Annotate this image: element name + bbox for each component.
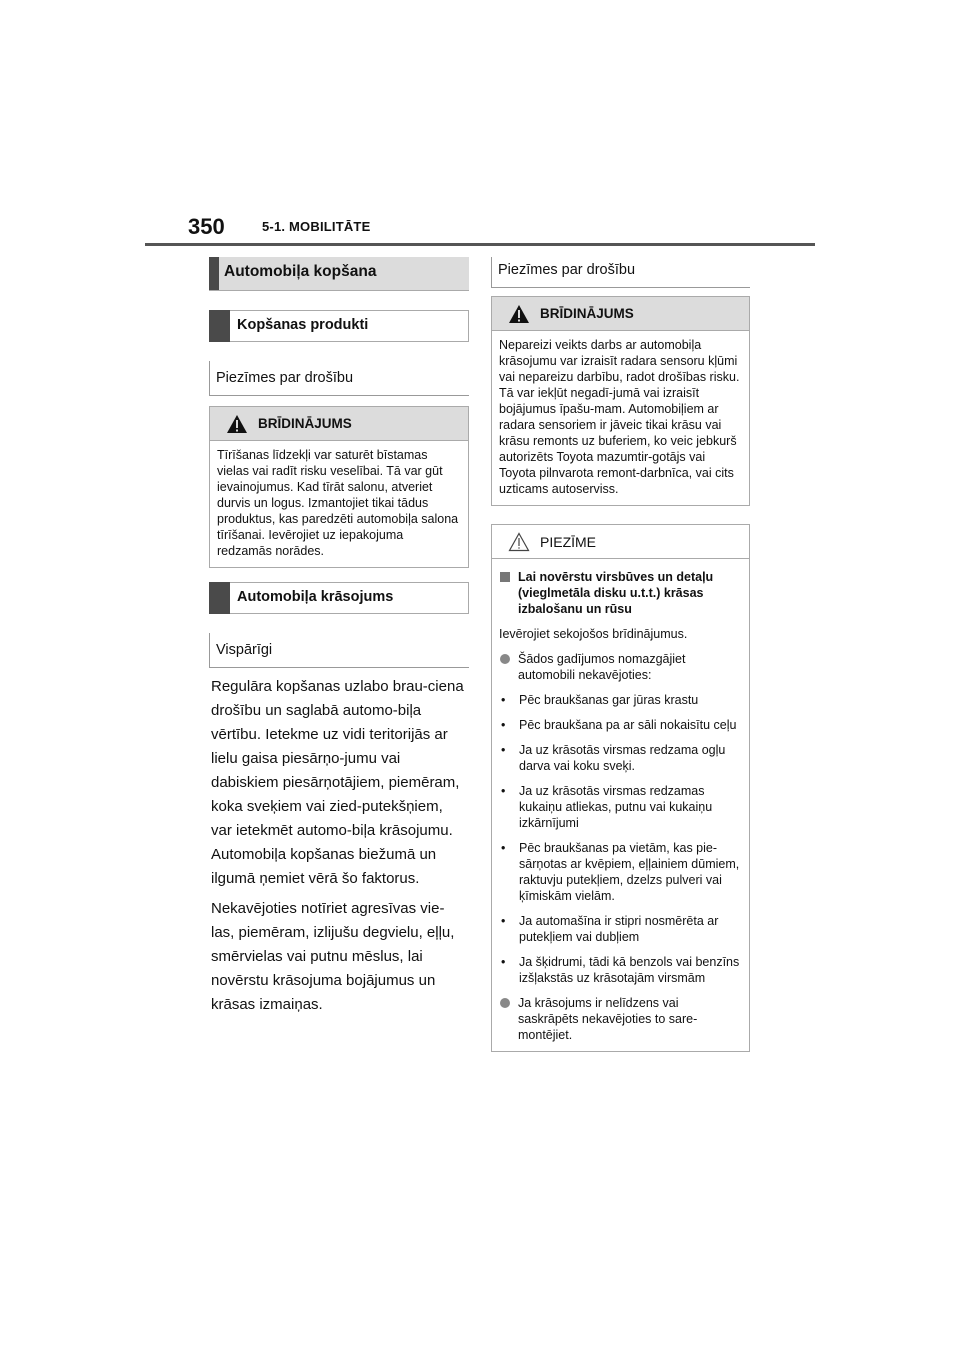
- caution-triangle-icon: [508, 532, 530, 552]
- list-item: • Ja šķidrumi, tādi kā benzols vai benzīns izšļakstās uz krāsotajām virsmām: [501, 955, 740, 985]
- warning-triangle-icon: [226, 414, 248, 434]
- list-item: • Ja uz krāsotās virsmas redzama ogļu darva vai koku sveķi.: [501, 743, 726, 773]
- note-lead: [499, 569, 742, 617]
- warning-box-cleaning: [209, 406, 469, 568]
- note-dot-item: [499, 995, 742, 1043]
- subheading-general: [209, 633, 469, 668]
- warning-text: Nepareizi veikts darbs ar automobiļa krāsojumu var izraisīt radara sensoru kļūmi vai nepareizu darbību, radot drošības risku. Tā var iekļūt negadī-jumā vai izraisīt bojājumus īpašu-mam. Automobiļiem ar radara sensoriem ir jāveic tikai krāsu vai krāsu remonts uz buferiem, ko veic jebkurš autorizēts Toyota mazumtir-gotājs vai Toyota pilnvarota remont-darbnīca, vai cits uzticams autoserviss.: [499, 338, 740, 496]
- heading-car-care: [209, 257, 469, 291]
- right-column: [491, 257, 750, 1052]
- page-number: 350: [188, 214, 225, 239]
- list-item: • Pēc braukšanas gar jūras krastu: [501, 693, 699, 707]
- note-body: [492, 559, 749, 1051]
- warning-box-radar: [491, 296, 750, 506]
- subheading-safety-notes-text: Piezīmes par drošību: [216, 370, 354, 386]
- list-item: • Ja uz krāsotās virsmas redzamas kukaiņu atliekas, putnu vai kukaiņu izkārnījumi: [501, 784, 713, 830]
- note-dot-text: Ja krāsojums ir nelīdzens vai saskrāpēts nekavējoties to sare-montējiet.: [518, 996, 698, 1042]
- note-lead-text: Lai novērstu virsbūves un detaļu (vieglmetāla disku u.t.t.) krāsas izbalošanu un rūsu: [518, 570, 714, 616]
- warning-title: BRĪDINĀJUMS: [258, 416, 352, 431]
- header-rule: [145, 243, 815, 246]
- warning-box-header: [210, 407, 468, 441]
- note-box: [491, 524, 750, 1052]
- list-item: • Ja automašīna ir stipri nosmērēta ar putekļiem vai dubļiem: [501, 914, 719, 944]
- list-item: • Pēc braukšana pa ar sāli nokaisītu ceļu: [501, 718, 737, 732]
- paragraph-clean-immediately: Nekavējoties notīriet agresīvas vie-las, piemēram, izlijušu degvielu, eļļu, smērvielas vai putnu mēslus, lai novērstu krāsojuma bojājumus un krāsas izmaiņas.: [211, 900, 455, 1013]
- subheading-safety-notes-right: [491, 257, 750, 288]
- warning-triangle-icon: [508, 304, 530, 324]
- note-title: PIEZĪME: [540, 534, 597, 550]
- note-dot-item: [499, 651, 742, 683]
- circle-bullet-icon: [500, 654, 510, 664]
- note-intro: Ievērojiet sekojošos brīdinājumus.: [499, 627, 688, 641]
- heading-car-paint: [209, 582, 469, 614]
- section-title: 5-1. MOBILITĀTE: [262, 219, 371, 234]
- subheading-safety-notes: [209, 361, 469, 396]
- paragraph-regular-care: Regulāra kopšanas uzlabo brau-ciena drošību un saglabā automo-biļa vērtību. Ietekme uz vidi teritorijās ar lielu gaisa piesārņo-jumu vai dabiskiem piesārņotājiem, piemēram, koka sveķiem vai zied-putekšņiem, var ietekmēt automo-biļa krāsojumu. Automobiļa kopšanas biežumā un ilgumā ņemiet vērā šo faktorus.: [211, 678, 464, 887]
- note-dot-text: Šādos gadījumos nomazgājiet automobili nekavējoties:: [518, 652, 686, 682]
- subheading-safety-notes-right-text: Piezīmes par drošību: [498, 262, 636, 278]
- heading-care-products: [209, 310, 469, 342]
- subheading-general-text: Vispārīgi: [216, 642, 273, 658]
- heading-car-care-text: Automobiļa kopšana: [224, 263, 377, 280]
- heading-car-paint-text: Automobiļa krāsojums: [237, 589, 394, 605]
- note-box-header: [492, 525, 749, 559]
- heading-care-products-text: Kopšanas produkti: [237, 317, 369, 333]
- circle-bullet-icon: [500, 998, 510, 1008]
- square-bullet-icon: [500, 572, 510, 582]
- list-item: • Pēc braukšanas pa vietām, kas pie-sārņotas ar kvēpiem, eļļainiem dūmiem, raktuvju putekļiem, dzelzs pulveri vai ķīmiskām vielām.: [501, 841, 740, 903]
- warning-box-header: [492, 297, 749, 331]
- warning-text: Tīrīšanas līdzekļi var saturēt bīstamas vielas vai radīt risku veselībai. Tā var gūt ievainojumus. Kad tīrāt salonu, atveriet durvis un logus. Izmantojiet tikai tādus produktus, kas paredzēti automobiļa salona tīrīšanai. Ievērojiet uz iepakojuma redzamās norādes.: [217, 448, 459, 558]
- warning-title: BRĪDINĀJUMS: [540, 306, 634, 321]
- left-column: [209, 257, 469, 1017]
